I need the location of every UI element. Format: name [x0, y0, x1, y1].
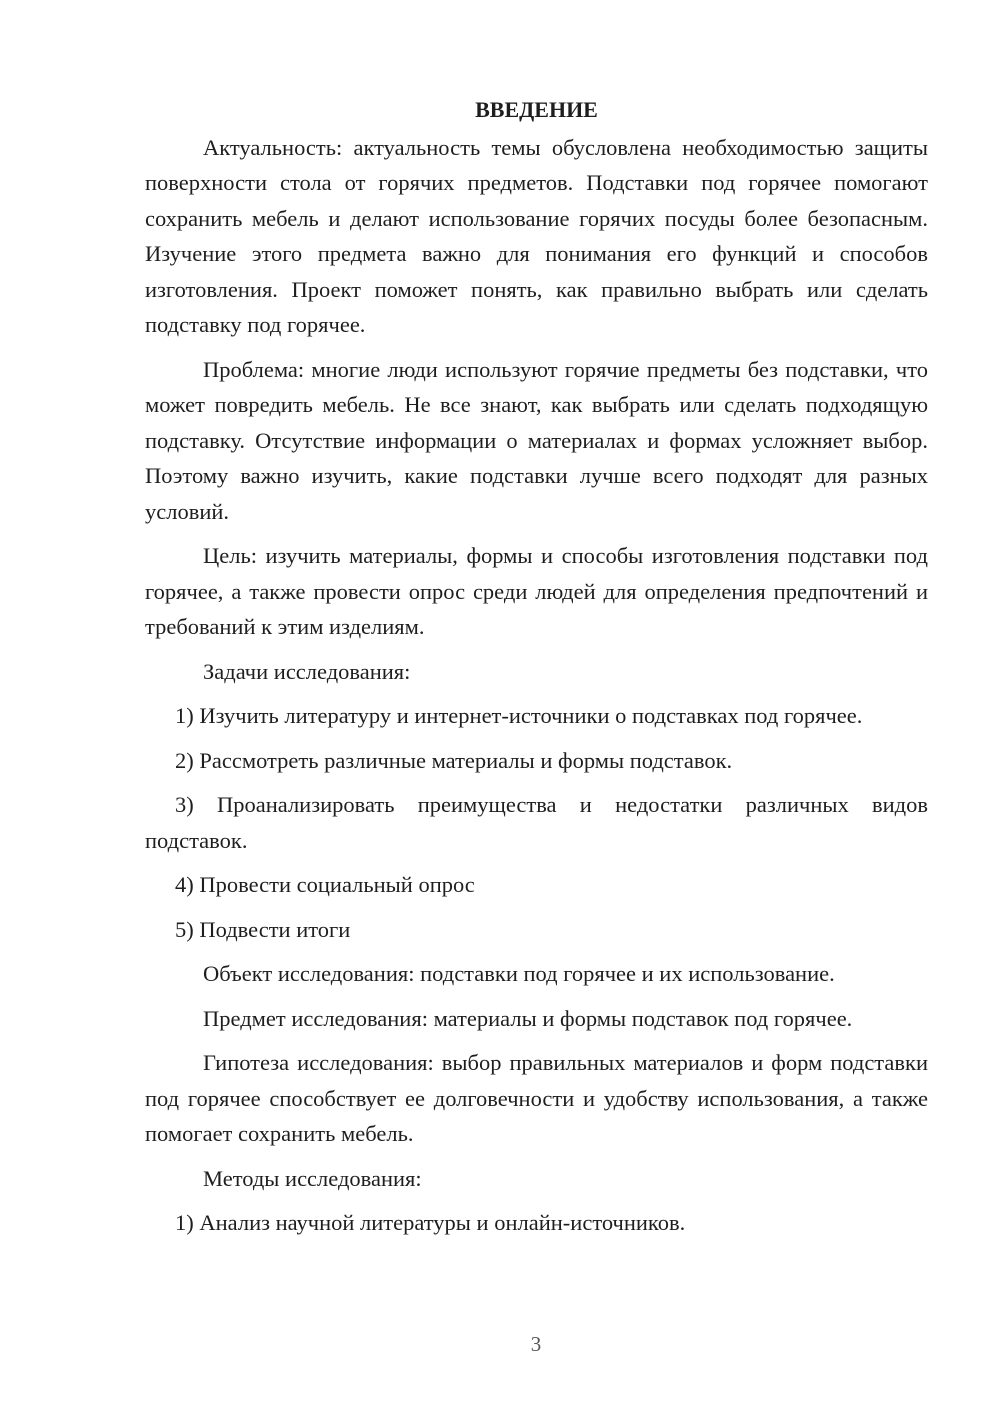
task-item: 4) Провести социальный опрос: [175, 872, 475, 897]
methods-heading: Методы исследования:: [203, 1165, 422, 1191]
task-item: 1) Изучить литературу и интернет-источники о подставках под горячее.: [175, 703, 863, 728]
problem-paragraph: Проблема: многие люди используют горячие предметы без подставки, что может повредить мебель. Не все знают, как выбрать или сделать подходящую подставку. Отсутствие информации о материалах и формах усложняет выбор. Поэтому важно изучить, какие подставки лучше всего подходят для разных условий.: [145, 356, 928, 524]
document-page: [145, 92, 928, 1241]
task-item: 3) Проанализировать преимущества и недостатки различных видов подставок.: [145, 792, 928, 853]
task-item: 2) Рассмотреть различные материалы и формы подставок.: [175, 747, 733, 773]
relevance-paragraph: Актуальность: актуальность темы обусловлена необходимостью защиты поверхности стола от горячих предметов. Подставки под горячее помогают сохранить мебель и делают использование горячих посуды более безопасным. Изучение этого предмета важно для понимания его функций и способов изготовления. Проект поможет понять, как правильно выбрать или сделать подставку под горячее.: [145, 134, 928, 337]
hypothesis-paragraph: Гипотеза исследования: выбор правильных материалов и форм подставки под горячее способствует ее долговечности и удобству использования, а также помогает сохранить мебель.: [145, 1050, 928, 1146]
task-item: 5) Подвести итоги: [175, 916, 351, 942]
tasks-heading: Задачи исследования:: [203, 658, 411, 684]
research-subject: Предмет исследования: материалы и формы подставок под горячее.: [203, 1005, 853, 1031]
page-number: 3: [530, 1332, 542, 1356]
method-item: 1) Анализ научной литературы и онлайн-источников.: [175, 1210, 686, 1235]
goal-paragraph: Цель: изучить материалы, формы и способы изготовления подставки под горячее, а также провести опрос среди людей для определения предпочтений и требований к этим изделиям.: [145, 543, 928, 639]
section-title: ВВЕДЕНИЕ: [475, 97, 598, 122]
research-object: Объект исследования: подставки под горячее и их использование.: [203, 961, 835, 986]
